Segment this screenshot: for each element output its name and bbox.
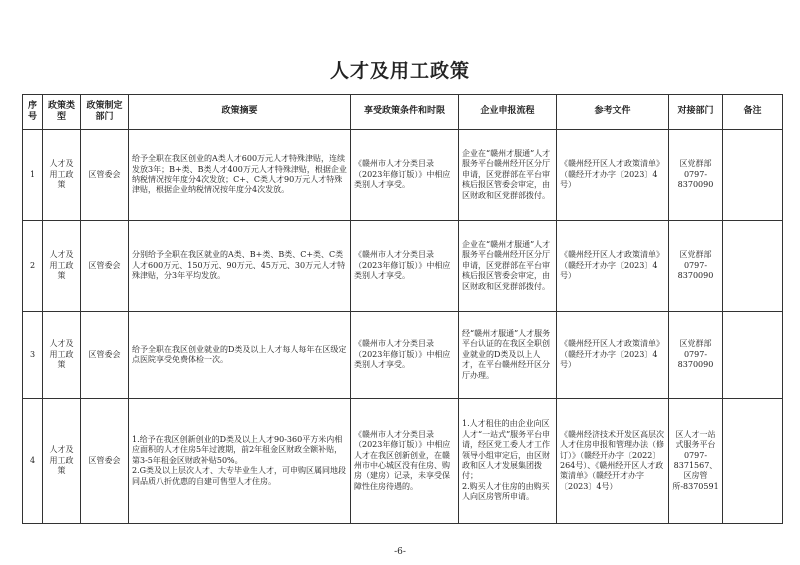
row-number: 2	[23, 221, 43, 312]
policy-conditions: 《赣州市人才分类目录（2023年修订版）》中相应人才在我区创新创业，在赣州市中心城区没有住房、购房（建房）记录，未享受保障性住房待遇的。	[351, 399, 459, 524]
table-row	[23, 130, 783, 221]
reference-document: 《赣州经开区人才政策清单》（赣经开才办字〔2023〕4号）	[557, 312, 669, 399]
header-cell: 政策类型	[43, 95, 81, 130]
policy-dept: 区管委会	[81, 221, 129, 312]
application-process: 企业在“赣州才服通”人才服务平台赣州经开区分厅申请，区党群部在平台审核后报区管委会审定，由区财政和区党群部拨付。	[459, 130, 557, 221]
contact-department: 区党群部 0797-8370090	[669, 221, 723, 312]
policy-dept: 区管委会	[81, 312, 129, 399]
remark	[723, 221, 783, 312]
policy-summary	[129, 130, 351, 221]
header-cell: 参考文件	[557, 95, 669, 130]
summary-paragraph: 1.给予在我区创新创业的D类及以上人才90-360平方米内相应面积的人才住房5年过渡期，前2年租金区财政全额补贴，第3-5年租金区财政补贴50%。	[132, 435, 343, 465]
policy-conditions: 《赣州市人才分类目录（2023年修订版）》中相应类别人才享受。	[351, 130, 459, 221]
page-number: -6-	[394, 547, 406, 557]
policy-conditions: 《赣州市人才分类目录（2023年修订版）》中相应类别人才享受。	[351, 312, 459, 399]
policy-dept: 区管委会	[81, 399, 129, 524]
row-number: 3	[23, 312, 43, 399]
summary-paragraph: 分别给予全职在我区就业的A类、B+类、B类、C+类、C类人才600万元、150万元、90万元、45万元、30万元人才特殊津贴，分3年平均发放。	[132, 250, 346, 281]
policy-type: 人才及用工政策	[43, 130, 81, 221]
summary-paragraph: 2.G类及以上层次人才、大专毕业生人才，可申购区属同地段同品质八折优惠的自建可售型人才住房。	[132, 466, 347, 486]
policy-type: 人才及用工政策	[43, 399, 81, 524]
contact-department: 区人才一站式服务平台 0797-8371567、区房管所-8370591	[669, 399, 723, 524]
summary-paragraph: 给予全职在我区创业就业的D类及以上人才每人每年在区级定点医院享受免费体检一次。	[132, 344, 347, 364]
page-title: 人才及用工政策	[329, 60, 470, 82]
remark	[723, 399, 783, 524]
table-row	[23, 399, 783, 524]
header-cell: 序号	[23, 95, 43, 130]
policy-dept: 区管委会	[81, 130, 129, 221]
application-process: 经“赣州才服通”人才服务平台认证的在我区全职创业就业的D类及以上人才，在平台赣州经开区分厅办理。	[459, 312, 557, 399]
policy-summary	[129, 312, 351, 399]
policy-type: 人才及用工政策	[43, 221, 81, 312]
remark	[723, 130, 783, 221]
policy-type: 人才及用工政策	[43, 312, 81, 399]
remark	[723, 312, 783, 399]
table-row	[23, 221, 783, 312]
reference-document: 《赣州经开区人才政策清单》（赣经开才办字〔2023〕4号）	[557, 130, 669, 221]
header-cell: 政策摘要	[129, 95, 351, 130]
header-cell: 对接部门	[669, 95, 723, 130]
policy-conditions: 《赣州市人才分类目录（2023年修订版）》中相应类别人才享受。	[351, 221, 459, 312]
contact-department: 区党群部 0797-8370090	[669, 312, 723, 399]
header-cell: 享受政策条件和时限	[351, 95, 459, 130]
reference-document: 《赣州经开区人才政策清单》（赣经开才办字〔2023〕4号）	[557, 221, 669, 312]
application-process: 1.人才租住的由企业向区人才“一站式”服务平台申请，经区党工委人才工作领导小组审定后，由区财政和区人才发展集团拨付； 2.购买人才住房的由购买人向区房管所申请。	[459, 399, 557, 524]
reference-document: 《赣州经济技术开发区高层次人才住房申报和管理办法（修订）》（赣经开办字〔2022〕264号）、《赣州经开区人才政策清单》（赣经开才办字〔2023〕4号）	[557, 399, 669, 524]
header-cell: 企业申报流程	[459, 95, 557, 130]
table-row	[23, 312, 783, 399]
contact-department: 区党群部 0797-8370090	[669, 130, 723, 221]
summary-paragraph: 给予全职在我区创业的A类人才600万元人才特殊津贴，连续发放3年；B+类、B类人才400万元人才特殊津贴，根据企业纳税情况按年度分4次发放；C+、C类人才90万元人才特殊津贴，根据企业纳税情况按年度分4次发放。	[132, 154, 347, 195]
row-number: 1	[23, 130, 43, 221]
header-cell: 备注	[723, 95, 783, 130]
header-cell: 政策制定部门	[81, 95, 129, 130]
application-process: 企业在“赣州才服通”人才服务平台赣州经开区分厅申请，区党群部在平台审核后报区管委会审定，由区财政和区党群部拨付。	[459, 221, 557, 312]
policy-summary	[129, 221, 351, 312]
table-header-row	[23, 95, 783, 130]
policy-summary	[129, 399, 351, 524]
row-number: 4	[23, 399, 43, 524]
policy-table	[22, 94, 783, 524]
